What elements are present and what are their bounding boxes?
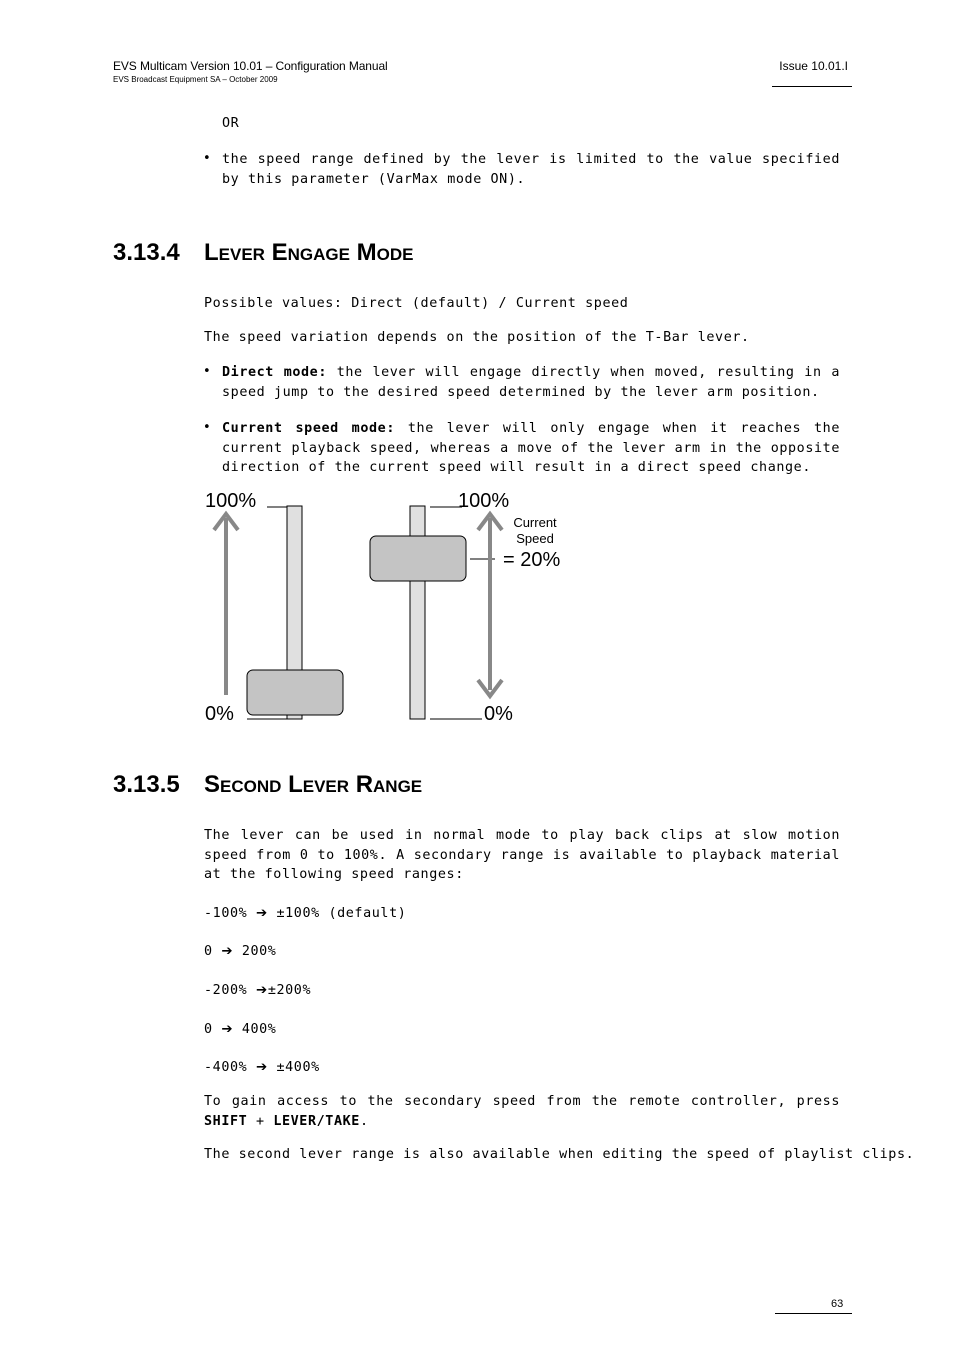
right-bottom-label: 0% xyxy=(484,703,513,725)
varmax-bullet-text: the speed range defined by the lever is limited to the value specified by this parameter (VarMax mode ON). xyxy=(222,152,840,187)
bullet-dot: • xyxy=(203,151,211,166)
left-bottom-label: 0% xyxy=(205,703,234,725)
range-item: -200% ➔±200% xyxy=(204,983,312,998)
page-number: 63 xyxy=(831,1298,844,1310)
section-heading-lever-engage-mode xyxy=(113,239,413,267)
range-item: -100% ➔ ±100% (default) xyxy=(204,906,407,921)
up-down-arrow-icon xyxy=(478,514,502,696)
bullet-dot: • xyxy=(203,364,211,379)
right-arrow-icon: ➔ xyxy=(221,1022,234,1037)
up-arrow-icon xyxy=(214,514,238,695)
document-title: EVS Multicam Version 10.01 – Configuration Manual xyxy=(113,59,388,73)
footer-rule xyxy=(775,1313,852,1314)
current-speed-mode-text: the lever will only engage when it reaches the current playback speed, whereas a move of the lever arm in the opposite direction of the current speed will result in a direct speed change. xyxy=(222,421,840,475)
bullet-dot: • xyxy=(203,420,211,435)
left-lever-handle xyxy=(247,670,343,715)
issue-label: Issue 10.01.I xyxy=(779,59,848,73)
current-speed-mode-bullet xyxy=(222,419,840,478)
section-title: Second Lever Range xyxy=(204,771,423,798)
right-lever-handle xyxy=(370,536,466,581)
current-speed-value: = 20% xyxy=(503,549,561,571)
document-subtitle: EVS Broadcast Equipment SA – October 2009 xyxy=(113,75,278,84)
range-item: 0 ➔ 400% xyxy=(204,1022,277,1037)
right-top-label: 100% xyxy=(458,490,510,512)
right-arrow-icon: ➔ xyxy=(255,983,268,998)
shift-key: SHIFT xyxy=(204,1113,248,1129)
secondary-speed-access-text: To gain access to the secondary speed from the remote controller, press SHIFT + LEVER/TAKE. xyxy=(204,1094,840,1129)
header-rule xyxy=(772,86,852,87)
lever-take-key: LEVER/TAKE xyxy=(273,1113,360,1129)
right-arrow-icon: ➔ xyxy=(221,944,234,959)
possible-values-text: Possible values: Direct (default) / Current speed xyxy=(204,296,629,311)
current-speed-lever xyxy=(370,490,560,725)
speed-variation-text: The speed variation depends on the position of the T-Bar lever. xyxy=(204,330,750,345)
direct-mode-text: the lever will engage directly when moved, resulting in a speed jump to the desired speed determined by the lever arm position. xyxy=(222,365,840,400)
right-arrow-icon: ➔ xyxy=(255,1060,268,1075)
left-top-label: 100% xyxy=(205,490,257,512)
or-text: OR xyxy=(222,116,240,131)
direct-mode-lever xyxy=(205,490,343,725)
direct-mode-label: Direct mode: xyxy=(222,365,328,380)
current-speed-label-line2: Speed xyxy=(516,531,554,546)
current-speed-mode-label: Current speed mode: xyxy=(222,421,395,436)
range-item: 0 ➔ 200% xyxy=(204,944,277,959)
section-heading-second-lever-range xyxy=(113,771,422,799)
section-number: 3.13.5 xyxy=(113,771,180,798)
section-title: Lever Engage Mode xyxy=(204,239,414,266)
lever-engage-diagram xyxy=(190,480,590,730)
direct-mode-bullet xyxy=(222,363,840,402)
second-range-intro: The lever can be used in normal mode to play back clips at slow motion speed from 0 to 100%. A secondary range is available to playback material at the following speed ranges: xyxy=(204,828,840,882)
section-number: 3.13.4 xyxy=(113,239,180,266)
current-speed-label-line1: Current xyxy=(513,515,557,530)
playlist-speed-text: The second lever range is also available when editing the speed of playlist clips. xyxy=(204,1147,915,1162)
right-arrow-icon: ➔ xyxy=(255,906,268,921)
range-item: -400% ➔ ±400% xyxy=(204,1060,320,1075)
